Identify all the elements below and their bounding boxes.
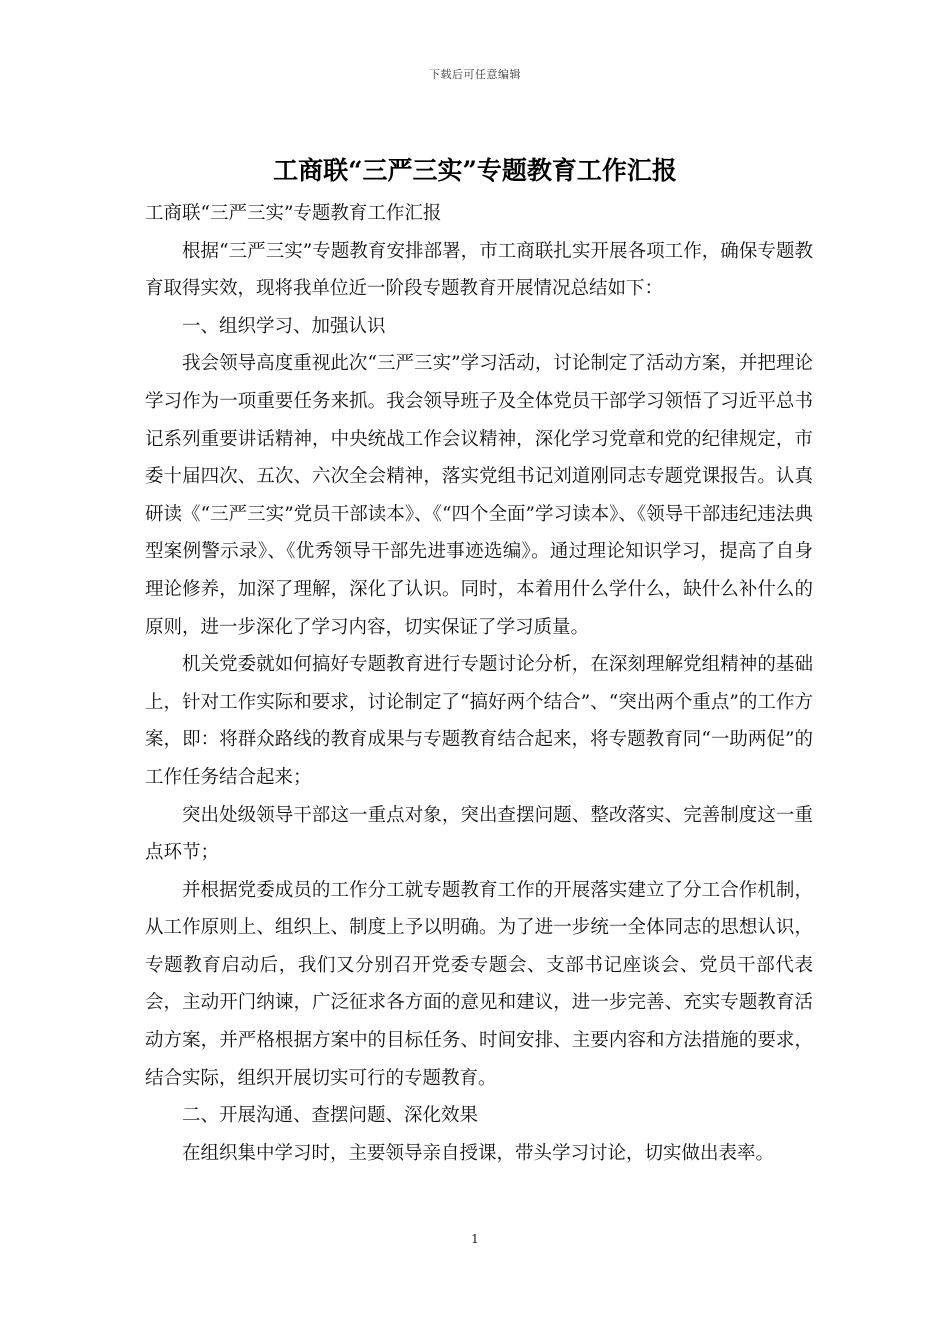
paragraph-subtitle: 工商联“三严三实”专题教育工作汇报 <box>145 203 442 224</box>
paragraph-focus: 突出处级领导干部这一重点对象，突出查摆问题、整改落实、完善制度这一重点环节； <box>145 804 813 864</box>
section-heading-1: 一、组织学习、加强认识 <box>182 315 386 337</box>
header-note: 下载后可任意编辑 <box>429 68 521 81</box>
document-title: 工商联“三严三实”专题教育工作汇报 <box>273 156 677 185</box>
page-number: 1 <box>471 1232 479 1246</box>
paragraph-intro: 根据“三严三实”专题教育安排部署，市工商联扎实开展各项工作，确保专题教育取得实效，现将我单位近一阶段专题教育开展情况总结如下： <box>145 240 813 300</box>
paragraph-leadership: 在组织集中学习时，主要领导亲自授课，带头学习讨论，切实做出表率。 <box>182 1142 775 1164</box>
paragraph-party-committee: 机关党委就如何搞好专题教育进行专题讨论分析，在深刻理解党组精神的基础上，针对工作实际和要求，讨论制定了“搞好两个结合”、“突出两个重点”的工作方案，即：将群众路线的教育成果与专题教育结合起来，将专题教育同“一助两促”的工作任务结合起来； <box>145 654 813 788</box>
paragraph-study: 我会领导高度重视此次“三严三实”学习活动，讨论制定了活动方案，并把理论学习作为一项重要任务来抓。我会领导班子及全体党员干部学习领悟了习近平总书记系列重要讲话精神，中央统战工作会议精神，深化学习党章和党的纪律规定，市委十届四次、五次、六次全会精神，落实党组书记刘道刚同志专题党课报告。认真研读《“三严三实”党员干部读本》、《“四个全面”学习读本》、《领导干部违纪违法典型案例警示录》、《优秀领导干部先进事迹选编》。通过理论知识学习，提高了自身理论修养，加深了理解，深化了认识。同时，本着用什么学什么，缺什么补什么的原则，进一步深化了学习内容，切实保证了学习质量。 <box>145 353 813 638</box>
document-body <box>145 195 813 1172</box>
paragraph-mechanism: 并根据党委成员的工作分工就专题教育工作的开展落实建立了分工合作机制，从工作原则上、组织上、制度上予以明确。为了进一步统一全体同志的思想认识，专题教育启动后，我们又分别召开党委专题会、支部书记座谈会、党员干部代表会，主动开门纳谏，广泛征求各方面的意见和建议，进一步完善、充实专题教育活动方案，并严格根据方案中的目标任务、时间安排、主要内容和方法措施的要求，结合实际，组织开展切实可行的专题教育。 <box>145 879 813 1089</box>
section-heading-2: 二、开展沟通、查摆问题、深化效果 <box>182 1105 479 1127</box>
